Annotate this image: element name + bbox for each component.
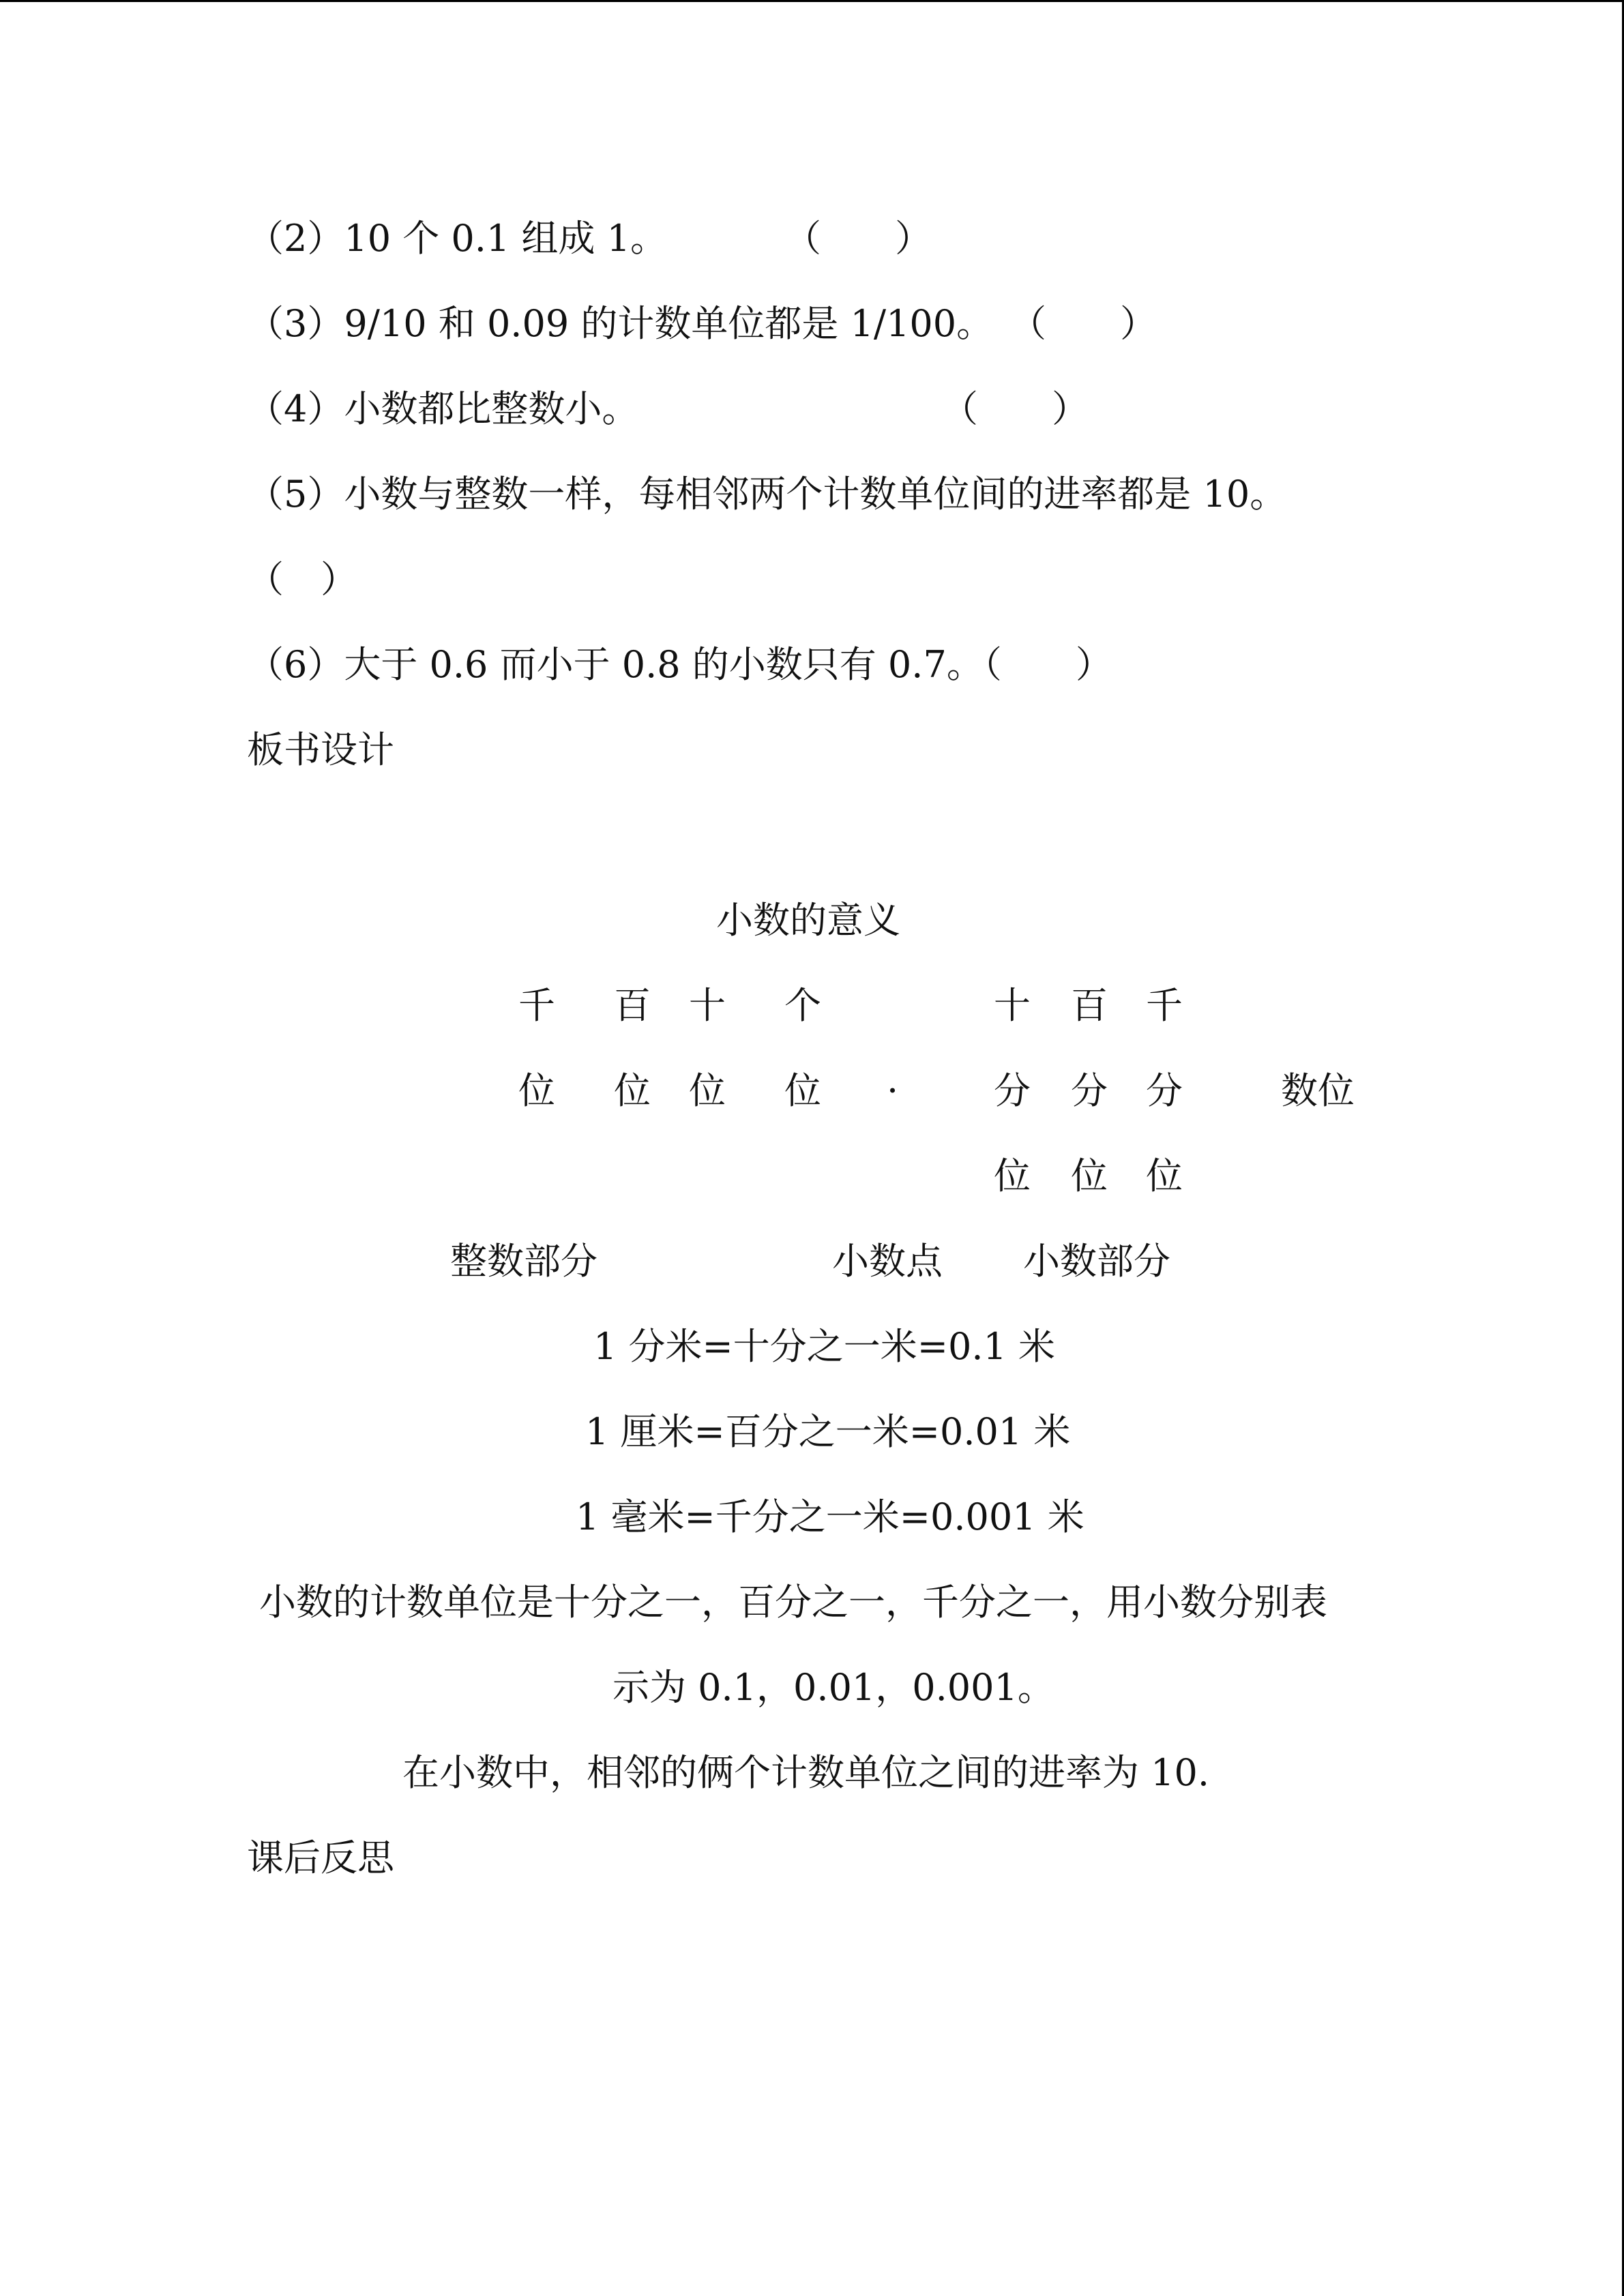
- page-top-border: [0, 0, 1624, 2]
- place-tenths: 十: [994, 984, 1031, 1027]
- summary-line-1: 小数的计数单位是十分之一，百分之一，千分之一，用小数分别表: [259, 1581, 1327, 1624]
- decimal-part-label: 小数部分: [1023, 1240, 1170, 1283]
- place-hundreds: 百: [614, 984, 651, 1027]
- question-4-answer-blank: （ ）: [941, 387, 1089, 430]
- summary-line-2: 示为 0.1，0.01，0.001。: [612, 1666, 1054, 1709]
- question-5-answer-blank: （ ）: [247, 558, 357, 601]
- equation-decimeter: 1 分米=十分之一米=0.1 米: [593, 1325, 1056, 1368]
- section-reflection-heading: 课后反思: [247, 1836, 394, 1879]
- summary-line-3: 在小数中，相邻的俩个计数单位之间的进率为 10.: [402, 1751, 1210, 1794]
- place-hundreds-wei: 位: [614, 1069, 651, 1112]
- place-tens: 十: [689, 984, 726, 1027]
- question-5: （5）小数与整数一样，每相邻两个计数单位间的进率都是 10。: [247, 473, 1287, 516]
- place-ones: 个: [784, 984, 821, 1027]
- question-2: （2）10 个 0.1 组成 1。: [247, 217, 667, 260]
- place-hundredths-fen: 分: [1071, 1069, 1108, 1112]
- question-6: （6）大于 0.6 而小于 0.8 的小数只有 0.7。（ ）: [247, 643, 1112, 686]
- equation-millimeter: 1 毫米=千分之一米=0.001 米: [576, 1495, 1084, 1538]
- place-tenths-wei: 位: [994, 1154, 1031, 1197]
- place-hundredths: 百: [1071, 984, 1108, 1027]
- question-2-answer-blank: （ ）: [784, 217, 932, 260]
- section-board-heading: 板书设计: [247, 728, 394, 771]
- place-tens-wei: 位: [689, 1069, 726, 1112]
- place-hundredths-wei: 位: [1071, 1154, 1108, 1197]
- place-thousandths-wei: 位: [1146, 1154, 1183, 1197]
- decimal-point-label: 小数点: [832, 1240, 943, 1283]
- place-tenths-fen: 分: [994, 1069, 1031, 1112]
- place-label-shuwei: 数位: [1281, 1069, 1355, 1112]
- place-thousands-wei: 位: [518, 1069, 555, 1112]
- board-title: 小数的意义: [716, 899, 900, 942]
- question-3: （3）9/10 和 0.09 的计数单位都是 1/100。: [247, 302, 994, 345]
- place-thousandths: 千: [1146, 984, 1183, 1027]
- place-thousandths-fen: 分: [1146, 1069, 1183, 1112]
- decimal-point-symbol: ·: [887, 1069, 899, 1112]
- question-4: （4）小数都比整数小。: [247, 387, 639, 430]
- place-thousands: 千: [518, 984, 555, 1027]
- equation-centimeter: 1 厘米=百分之一米=0.01 米: [585, 1410, 1071, 1453]
- question-3-answer-blank: （ ）: [1009, 302, 1157, 345]
- integer-part-label: 整数部分: [450, 1240, 597, 1283]
- place-ones-wei: 位: [784, 1069, 821, 1112]
